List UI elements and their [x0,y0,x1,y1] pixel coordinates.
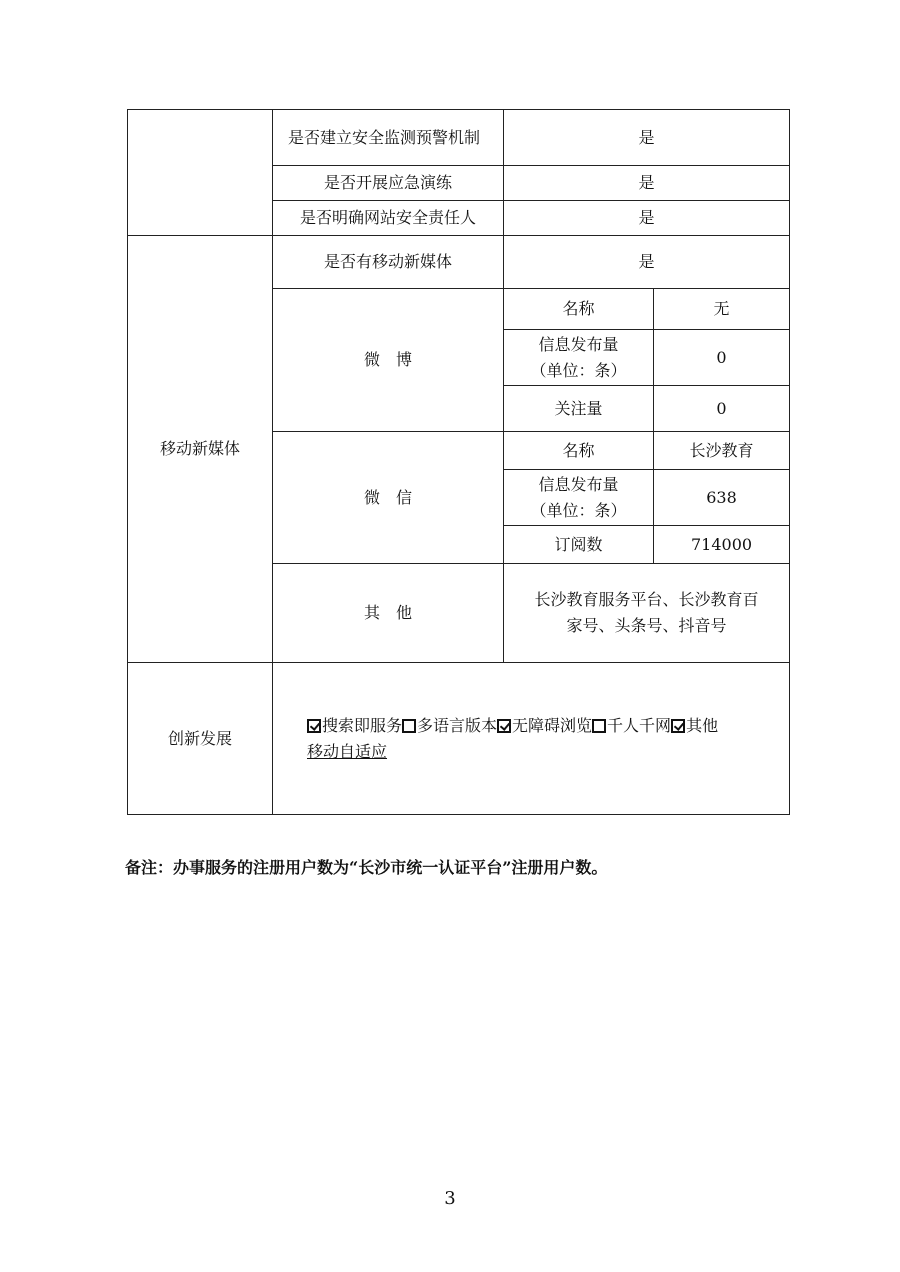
innovation-option [402,716,497,735]
row-value: 是 [504,110,790,166]
table-row [128,663,790,815]
row-value: 是 [504,236,790,289]
row-label: 是否开展应急演练 [273,166,504,201]
other-detail-text: 移动自适应 [307,741,388,761]
option-label: 其他 [686,715,719,735]
innovation-options [273,663,790,815]
innovation-options-line [307,713,783,739]
table-row [128,110,790,166]
field-label [504,470,654,526]
field-value: 0 [654,330,790,386]
checked-checkbox-icon [307,719,321,733]
option-label: 多语言版本 [417,715,498,735]
other-label: 其 他 [273,564,504,663]
field-value: 0 [654,386,790,432]
row-value: 是 [504,166,790,201]
row-value: 是 [504,201,790,236]
innovation-other-detail [307,739,783,765]
field-value: 无 [654,289,790,330]
label-line: 信息发布量 [538,334,619,354]
wechat-label: 微 信 [273,432,504,564]
row-label: 是否有移动新媒体 [273,236,504,289]
option-label: 搜索即服务 [322,715,403,735]
field-value: 长沙教育 [654,432,790,470]
innovation-option [307,716,402,735]
footnote: 备注：办事服务的注册用户数为“长沙市统一认证平台”注册用户数。 [125,858,608,877]
unchecked-checkbox-icon [592,719,606,733]
security-label-part: 是否建立安全监测预警机制 [288,127,481,147]
unchecked-checkbox-icon [402,719,416,733]
checked-checkbox-icon [497,719,511,733]
checked-checkbox-icon [671,719,685,733]
innovation-option [497,716,592,735]
field-value: 638 [654,470,790,526]
innovation-option [592,716,671,735]
label-line: （单位：条） [530,360,627,380]
value-line: 长沙教育服务平台、长沙教育百 [534,590,759,609]
field-label [504,330,654,386]
innovation-option [671,716,718,735]
row-label [273,110,504,166]
option-label: 无障碍浏览 [512,715,593,735]
label-line: （单位：条） [530,500,627,520]
field-value: 714000 [654,526,790,564]
row-label: 是否明确网站安全责任人 [273,201,504,236]
innovation-label: 创新发展 [128,663,273,815]
table-row [128,236,790,289]
field-label: 名称 [504,432,654,470]
weibo-label: 微 博 [273,289,504,432]
other-value [504,564,790,663]
security-section-cell [128,110,273,236]
page-number: 3 [444,1188,456,1209]
value-line: 家号、头条号、抖音号 [566,616,727,635]
label-line: 信息发布量 [538,474,619,494]
field-label: 名称 [504,289,654,330]
option-label: 千人千网 [607,715,672,735]
mobile-media-section-label: 移动新媒体 [128,236,273,663]
field-label: 关注量 [504,386,654,432]
report-table [127,109,790,815]
field-label: 订阅数 [504,526,654,564]
